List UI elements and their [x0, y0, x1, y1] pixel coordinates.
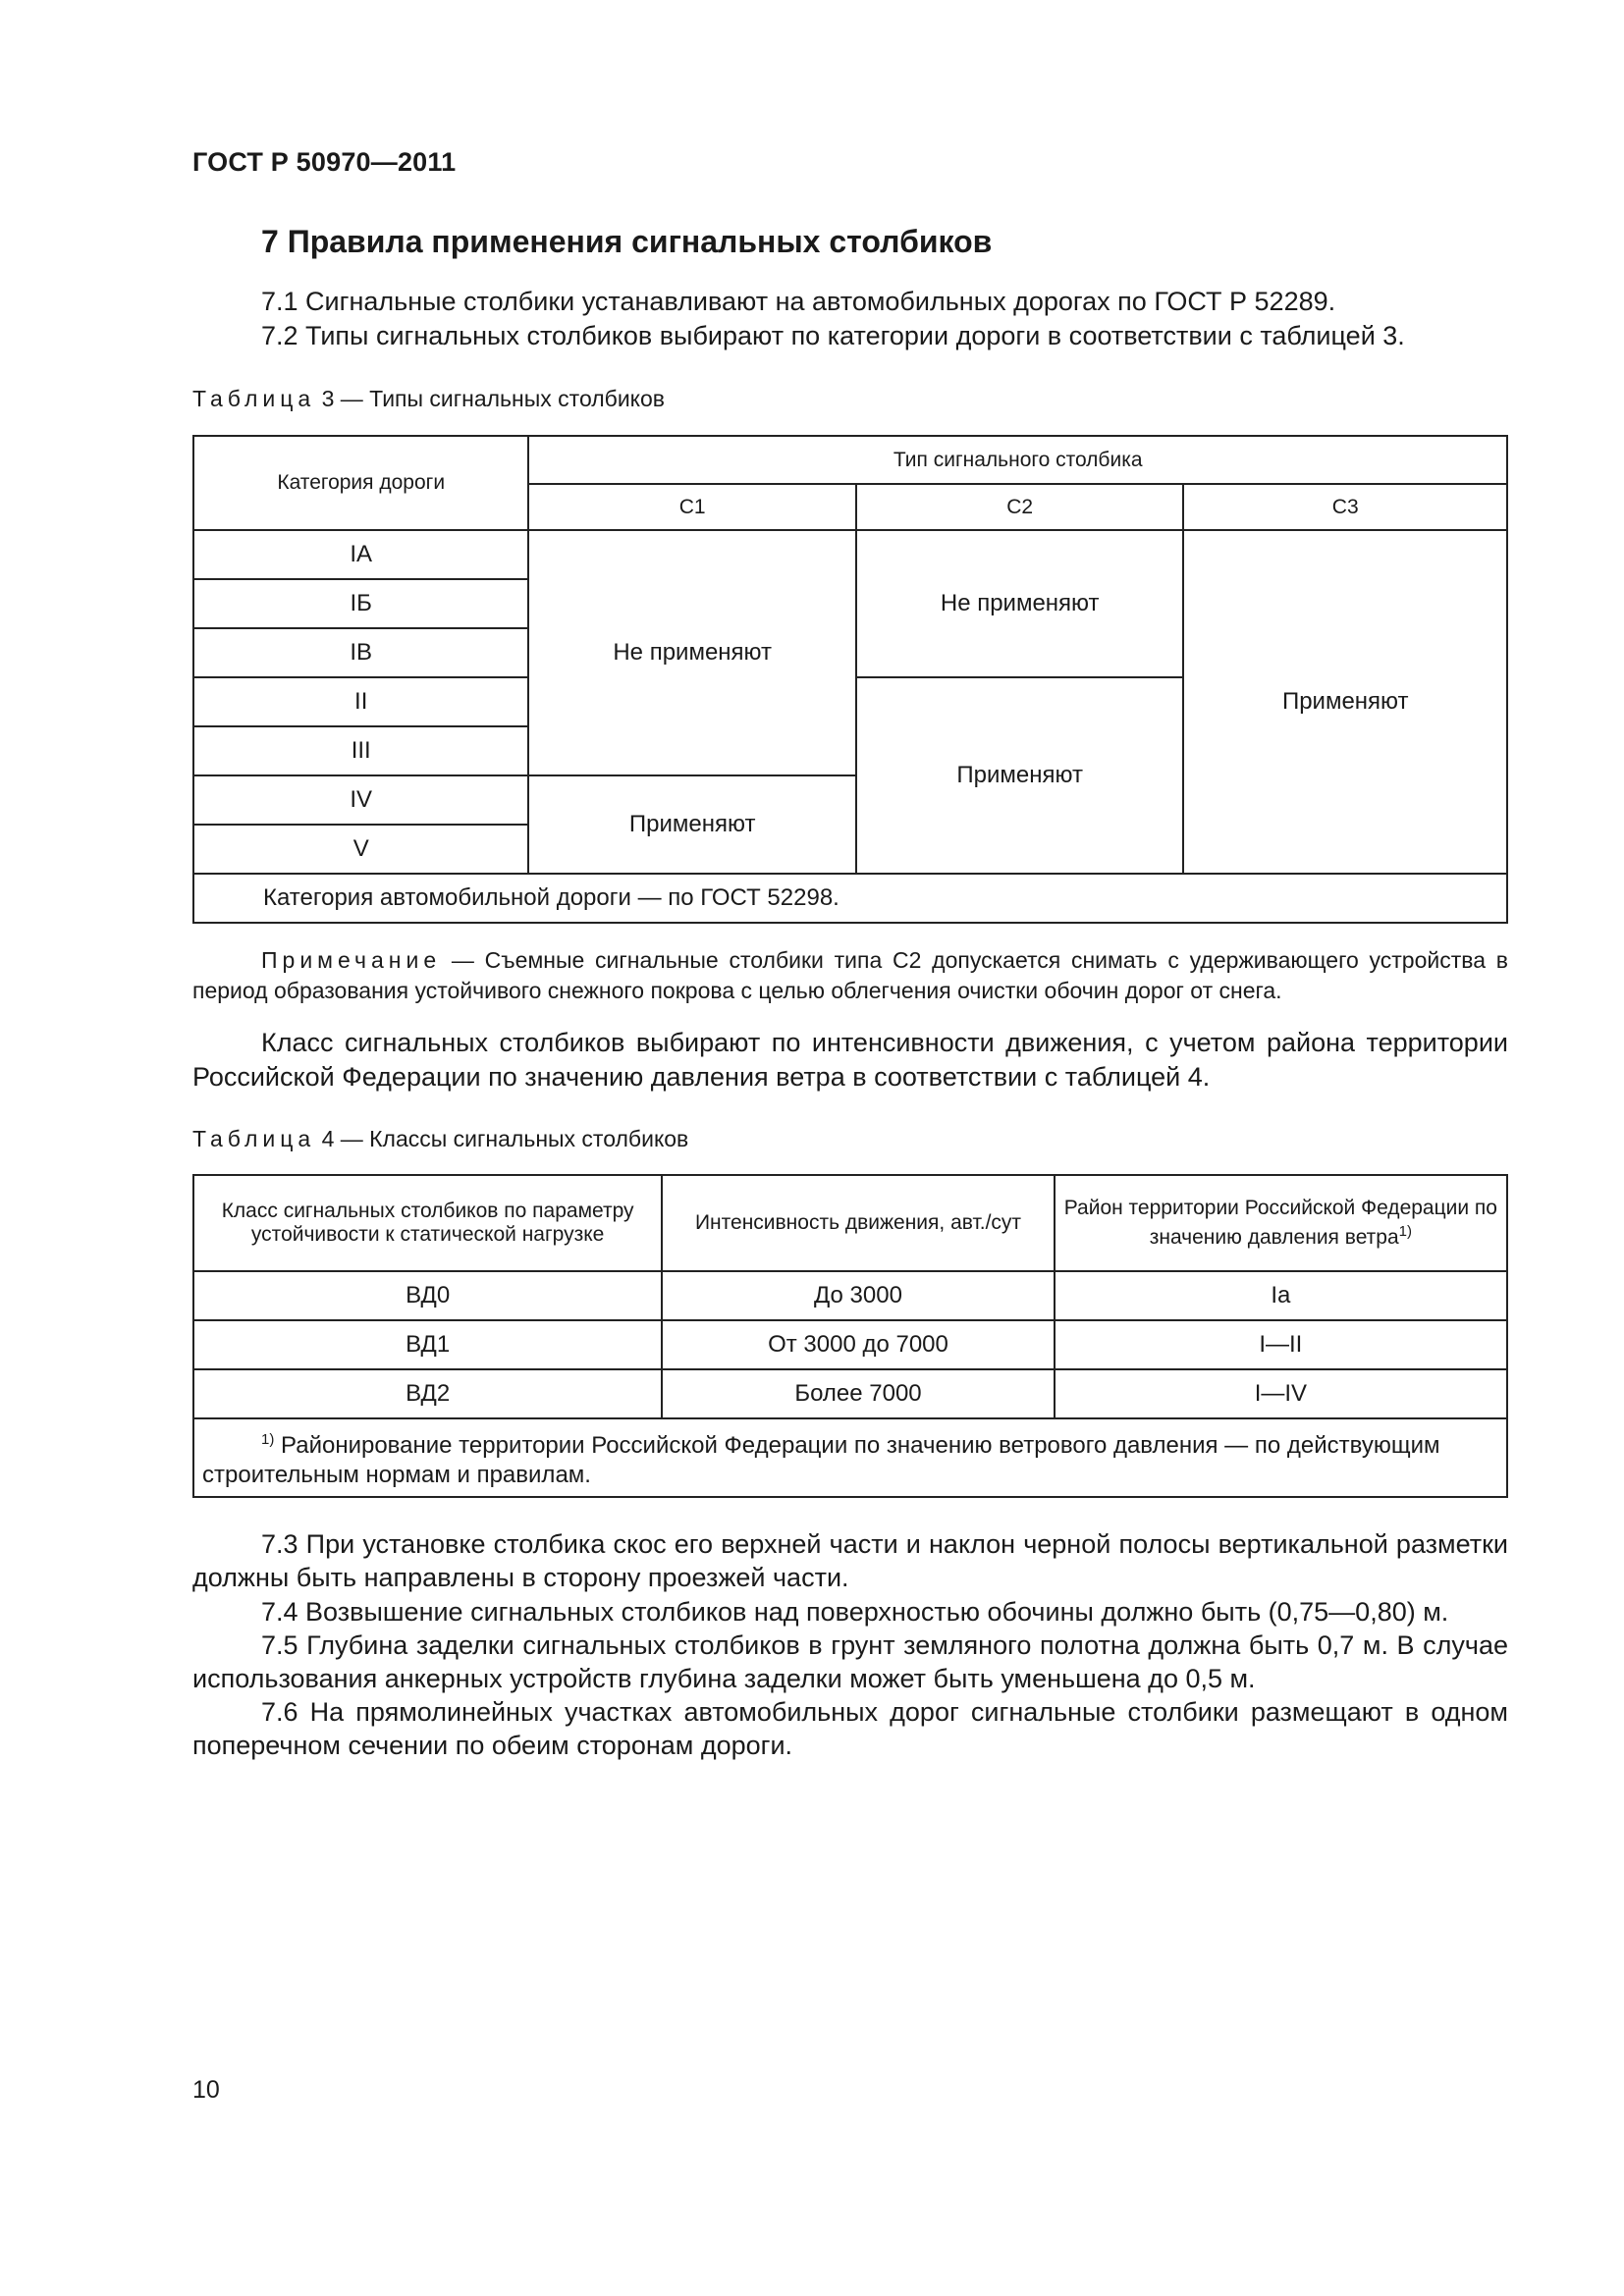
table-3-header-type: Тип сигнального столбика: [528, 436, 1507, 484]
table-4-header-region-text: Район территории Российской Федерации по значению давления ветра: [1063, 1197, 1497, 1249]
paragraph-7-6: 7.6 На прямолинейных участках автомобильных дорог сигнальные столбики размещают в одном поперечном сечении по обеим сторонам дороги.: [192, 1697, 1508, 1760]
document-code: ГОСТ Р 50970—2011: [192, 147, 457, 177]
paragraph-7-4: 7.4 Возвышение сигнальных столбиков над поверхностью обочины должно быть (0,75—0,80) м.: [261, 1597, 1449, 1627]
table-4-caption: [192, 1126, 688, 1152]
table-4-cell: Более 7000: [662, 1369, 1054, 1418]
footnote-ref: 1): [1398, 1223, 1412, 1240]
table-3-row-category: IB: [193, 628, 528, 677]
table-4-cell: ВД2: [193, 1369, 662, 1418]
paragraph-class-selection: Класс сигнальных столбиков выбирают по интенсивности движения, с учетом района территории Российской Федерации по значению давления ветра в соответствии с таблицей 4.: [192, 1028, 1508, 1092]
table-3-c2-not-applied: Не применяют: [856, 530, 1184, 677]
paragraph-7-5: 7.5 Глубина заделки сигнальных столбиков в грунт земляного полотна должна быть 0,7 м. В случае использования анкерных устройств глубина заделки может быть уменьшена до 0,5 м.: [192, 1630, 1508, 1693]
table-3-caption: [192, 386, 665, 412]
paragraph-7-3: 7.3 При установке столбика скос его верхней части и наклон черной полосы вертикальной разметки должны быть направлены в сторону проезжей части.: [192, 1529, 1508, 1592]
table-4-caption-label: Таблица: [192, 1126, 316, 1151]
table-4-header-region: [1055, 1175, 1507, 1271]
table-3-note: [192, 945, 1508, 1006]
table-4-header-class: Класс сигнальных столбиков по параметру устойчивости к статической нагрузке: [193, 1175, 662, 1271]
table-4-cell: ВД1: [193, 1320, 662, 1369]
table-3-row-category: IA: [193, 530, 528, 579]
table-3-c2-applied: Применяют: [856, 677, 1184, 874]
table-4-cell: I—II: [1055, 1320, 1507, 1369]
table-3-c1-not-applied: Не применяют: [528, 530, 856, 775]
table-3-c3-applied: Применяют: [1183, 530, 1507, 874]
section-title: 7 Правила применения сигнальных столбиков: [261, 224, 993, 259]
table-4-header-intensity: Интенсивность движения, авт./сут: [662, 1175, 1054, 1271]
table-3-col-c2: С2: [856, 484, 1184, 530]
table-4: [192, 1174, 1508, 1498]
table-3-footer: Категория автомобильной дороги — по ГОСТ 52298.: [193, 874, 1507, 923]
footnote-mark: 1): [261, 1431, 275, 1448]
note-label: Примечание: [261, 947, 442, 973]
table-3-caption-text: 3 — Типы сигнальных столбиков: [315, 386, 666, 411]
paragraph-7-2: 7.2 Типы сигнальных столбиков выбирают по категории дороги в соответствии с таблицей 3.: [261, 321, 1405, 350]
table-4-cell: I—IV: [1055, 1369, 1507, 1418]
table-3-caption-label: Таблица: [192, 386, 316, 411]
table-4-cell: ВД0: [193, 1271, 662, 1320]
table-3-col-c3: С3: [1183, 484, 1507, 530]
table-4-cell: Ia: [1055, 1271, 1507, 1320]
table-3-row-category: IV: [193, 775, 528, 825]
table-3: [192, 435, 1508, 924]
table-4-cell: От 3000 до 7000: [662, 1320, 1054, 1369]
table-4-footnote: [193, 1418, 1507, 1497]
table-3-header-category: Категория дороги: [193, 436, 528, 530]
table-3-row-category: IБ: [193, 579, 528, 628]
table-3-row-category: V: [193, 825, 528, 874]
table-4-caption-text: 4 — Классы сигнальных столбиков: [315, 1126, 689, 1151]
table-4-cell: До 3000: [662, 1271, 1054, 1320]
footnote-text: Районирование территории Российской Федерации по значению ветрового давления — по действующим строительным нормам и правилам.: [202, 1432, 1440, 1488]
table-3-c1-applied: Применяют: [528, 775, 856, 874]
page-number: 10: [192, 2076, 220, 2104]
note-text: — Съемные сигнальные столбики типа С2 допускается снимать с удерживающего устройства в период образования устойчивого снежного покрова с целью облегчения очистки обочин дорог от снега.: [192, 947, 1508, 1003]
paragraph-7-1: 7.1 Сигнальные столбики устанавливают на автомобильных дорогах по ГОСТ Р 52289.: [261, 287, 1336, 316]
table-3-row-category: III: [193, 726, 528, 775]
table-3-row-category: II: [193, 677, 528, 726]
table-3-col-c1: С1: [528, 484, 856, 530]
